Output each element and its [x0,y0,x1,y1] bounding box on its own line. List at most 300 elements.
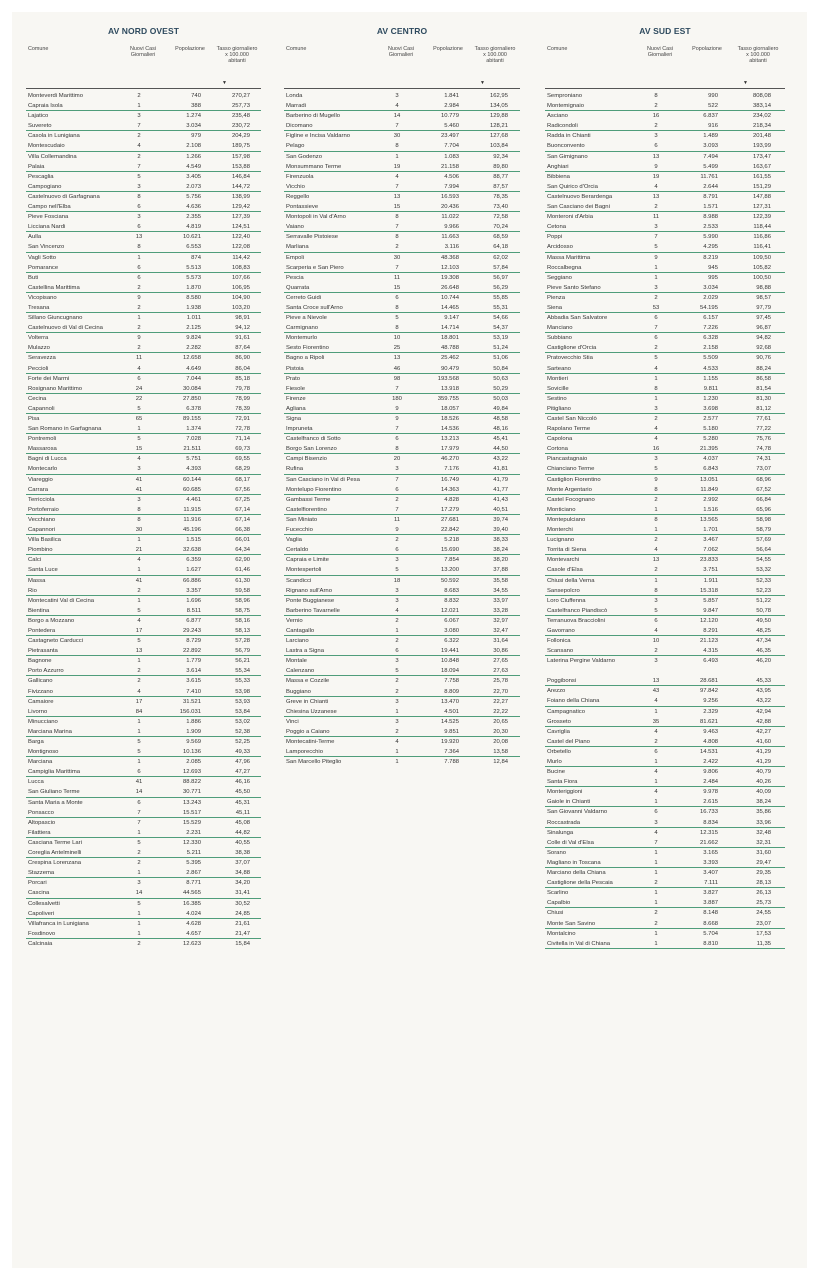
cell-casi: 2 [137,304,141,311]
cell-popolazione: 3.405 [186,173,201,180]
cell-popolazione: 4.657 [186,930,201,937]
cell-casi: 6 [137,204,141,211]
cell-casi: 8 [395,325,399,332]
header-divider [545,88,785,89]
table-row [545,202,785,212]
table-body [545,91,785,949]
cell-popolazione: 3.698 [703,405,718,412]
cell-comune: Barberino di Mugello [286,113,341,120]
cell-tasso: 34,20 [235,880,250,887]
cell-tasso: 106,95 [231,284,250,291]
cell-comune: Vicopisano [28,294,57,301]
cell-tasso: 42,27 [756,728,771,735]
table-row [26,101,261,111]
cell-comune: Gambassi Terme [286,496,331,503]
cell-comune: Capoliveri [28,910,55,917]
table-row [26,899,261,909]
cell-casi: 5 [654,607,658,614]
cell-casi: 5 [395,567,399,574]
table-row [26,505,261,515]
table-row [284,495,520,505]
table-row [26,737,261,747]
cell-tasso: 68,96 [756,476,771,483]
table-row [284,232,520,242]
table-row [284,454,520,464]
cell-casi: 2 [654,496,658,503]
cell-tasso: 24,85 [235,910,250,917]
cell-tasso: 31,64 [493,638,508,645]
cell-tasso: 78,39 [235,405,250,412]
table-row [26,232,261,242]
cell-popolazione: 5.180 [703,426,718,433]
cell-tasso: 104,90 [231,294,250,301]
cell-casi: 17 [135,698,143,705]
cell-casi: 13 [135,234,143,241]
sort-arrow-icon[interactable]: ▼ [743,80,748,86]
cell-casi: 4 [137,143,141,150]
cell-tasso: 56,21 [235,658,250,665]
header-tasso[interactable]: Tasso giornaliero x 100.000 abitanti [216,46,258,64]
table-row [545,676,785,686]
cell-comune: Vernio [286,617,303,624]
cell-tasso: 146,84 [231,173,250,180]
cell-casi: 13 [652,557,660,564]
table-row [26,787,261,797]
cell-tasso: 24,55 [756,910,771,917]
cell-tasso: 69,55 [235,456,250,463]
cell-comune: Orbetello [547,748,571,755]
cell-popolazione: 12.623 [182,940,201,947]
sort-arrow-icon[interactable]: ▼ [480,80,485,86]
table-row [545,797,785,807]
cell-tasso: 55,31 [493,304,508,311]
cell-tasso: 54,66 [493,315,508,322]
table-row [284,182,520,192]
cell-casi: 84 [135,708,143,715]
cell-casi: 2 [395,537,399,544]
cell-tasso: 65,96 [756,506,771,513]
table-row [26,576,261,586]
cell-tasso: 32,47 [493,627,508,634]
table-sheet [12,12,807,1268]
cell-casi: 2 [654,416,658,422]
table-row [26,878,261,888]
cell-tasso: 103,20 [231,304,250,311]
cell-tasso: 47,27 [235,769,250,776]
cell-tasso: 11,35 [756,940,771,947]
cell-comune: Rufina [286,466,304,473]
table-row [26,293,261,303]
cell-comune: Laterina Pergine Valdarno [547,658,616,665]
cell-popolazione: 6.067 [444,617,459,624]
table-row [26,909,261,919]
table-row [545,686,785,696]
cell-popolazione: 2.992 [703,496,718,503]
cell-tasso: 21,61 [235,920,250,927]
cell-casi: 41 [135,779,143,786]
cell-popolazione: 5.218 [444,537,459,544]
table-row [284,525,520,535]
table-row [545,162,785,172]
cell-casi: 2 [654,648,658,655]
table-row [26,818,261,828]
table-row [26,182,261,192]
cell-casi: 8 [137,244,141,251]
header-comune[interactable]: Comune [547,46,568,52]
cell-comune: Pelago [286,143,305,150]
cell-popolazione: 522 [708,103,718,110]
cell-casi: 3 [395,698,399,705]
cell-casi: 7 [395,224,399,231]
header-popolazione[interactable]: Popolazione [692,46,722,52]
table-row [26,495,261,505]
cell-casi: 4 [654,547,658,554]
cell-casi: 2 [137,93,141,99]
cell-popolazione: 2.615 [703,799,718,806]
table-row [26,131,261,141]
table-row [284,475,520,485]
cell-tasso: 28,13 [756,880,771,887]
cell-popolazione: 7.111 [704,880,718,887]
cell-popolazione: 1.886 [186,718,201,725]
cell-comune: Rignano sull'Arno [286,587,332,594]
cell-popolazione: 10.621 [182,234,201,241]
cell-casi: 1 [137,426,141,433]
cell-comune: Subbiano [547,335,572,342]
table-row [26,152,261,162]
header-casi[interactable]: Nuovi Casi Giornalieri [129,46,157,58]
cell-comune: Montevarchi [547,557,580,564]
cell-popolazione: 2.108 [186,143,201,150]
cell-tasso: 235,48 [231,113,250,120]
cell-casi: 4 [137,557,141,564]
table-row [545,141,785,151]
cell-tasso: 43,22 [756,698,771,705]
cell-tasso: 72,58 [493,214,508,221]
cell-comune: Massa Marittima [547,254,591,261]
cell-tasso: 64,18 [493,244,508,251]
cell-comune: Prato [286,375,301,382]
cell-casi: 3 [654,597,658,604]
table-row [545,919,785,929]
cell-tasso: 47,34 [756,638,771,645]
cell-casi: 7 [654,234,658,241]
cell-popolazione: 4.037 [703,456,718,463]
sort-arrow-icon[interactable]: ▼ [222,80,227,86]
header-popolazione[interactable]: Popolazione [175,46,205,52]
table-row [26,394,261,404]
header-casi[interactable]: Nuovi Casi Giornalieri [387,46,415,58]
cell-tasso: 52,33 [756,577,771,584]
cell-comune: Buggiano [286,688,311,695]
cell-comune: Suvereto [28,123,52,130]
table-row [545,807,785,817]
cell-popolazione: 8.729 [186,638,201,645]
cell-comune: Cavriglia [547,728,570,735]
cell-popolazione: 31.521 [182,698,201,705]
cell-popolazione: 2.085 [186,759,201,766]
cell-tasso: 103,84 [489,143,508,150]
cell-comune: Pisa [28,416,40,422]
cell-tasso: 58,79 [756,527,771,534]
cell-comune: Capolona [547,436,573,443]
cell-tasso: 86,58 [756,375,771,382]
cell-tasso: 98,57 [756,294,771,301]
table-row [26,697,261,707]
cell-popolazione: 3.887 [703,900,718,907]
cell-casi: 3 [137,496,141,503]
cell-casi: 2 [137,668,141,675]
table-row [284,576,520,586]
table-row [26,535,261,545]
header-comune[interactable]: Comune [28,46,49,52]
table-row [26,212,261,222]
table-row [26,565,261,575]
cell-popolazione: 6.837 [703,113,718,120]
cell-popolazione: 23.497 [440,133,459,140]
cell-casi: 9 [395,416,399,422]
header-tasso[interactable]: Tasso giornaliero x 100.000 abitanti [474,46,516,64]
cell-casi: 4 [395,739,399,745]
cell-casi: 8 [395,143,399,150]
cell-comune: Marradi [286,103,306,110]
cell-casi: 3 [654,819,658,826]
cell-comune: Villafranca in Lunigiana [28,920,89,927]
cell-popolazione: 1.627 [186,567,201,574]
cell-tasso: 98,91 [235,315,250,322]
cell-casi: 1 [137,718,141,725]
cell-casi: 1 [654,779,658,786]
cell-popolazione: 1.515 [186,537,201,544]
cell-casi: 6 [395,648,399,655]
cell-tasso: 38,24 [493,547,508,554]
cell-casi: 2 [137,678,141,685]
cell-tasso: 124,51 [231,224,250,231]
cell-tasso: 270,27 [231,93,250,99]
cell-popolazione: 8.771 [186,880,201,887]
cell-popolazione: 21.511 [183,446,201,453]
table-row [284,343,520,353]
cell-comune: Montignoso [28,749,59,756]
table-row [284,242,520,252]
cell-popolazione: 7.494 [703,153,718,160]
cell-comune: Sestino [547,395,567,402]
table-row [545,576,785,586]
cell-popolazione: 945 [708,264,718,271]
cell-comune: San Casciano in Val di Pesa [286,476,360,483]
cell-tasso: 37,88 [493,567,508,574]
cell-casi: 1 [137,759,141,766]
table-row [545,848,785,858]
cell-comune: Colle di Val d'Elsa [547,839,594,846]
table-row [284,141,520,151]
cell-tasso: 58,13 [235,627,250,634]
cell-casi: 1 [654,890,658,897]
cell-casi: 1 [137,910,141,917]
cell-popolazione: 16.385 [182,900,201,907]
cell-popolazione: 14.363 [440,486,459,493]
cell-casi: 2 [654,738,658,745]
table-row [545,495,785,505]
cell-tasso: 138,99 [231,193,250,200]
cell-casi: 1 [137,103,141,110]
cell-comune: Capannori [28,527,56,534]
cell-tasso: 66,01 [235,537,250,544]
cell-comune: Scansano [547,648,574,655]
cell-casi: 6 [137,799,141,806]
cell-comune: Villa Basilica [28,537,61,544]
cell-popolazione: 740 [191,93,201,99]
cell-comune: Monterchi [547,527,573,534]
cell-popolazione: 13.213 [440,436,459,443]
cell-comune: Casola in Lunigiana [28,133,80,140]
cell-tasso: 162,95 [489,93,508,99]
cell-tasso: 81,12 [756,405,771,412]
cell-casi: 15 [393,284,401,291]
cell-casi: 5 [395,315,399,322]
cell-comune: Grosseto [547,718,571,725]
cell-tasso: 43,95 [756,688,771,695]
cell-tasso: 32,48 [756,829,771,836]
cell-casi: 1 [654,395,658,402]
cell-comune: Arezzo [547,688,566,695]
table-row [545,253,785,263]
cell-casi: 1 [137,315,141,322]
cell-casi: 7 [395,506,399,513]
cell-popolazione: 30.084 [182,385,201,392]
table-row [284,283,520,293]
cell-comune: Serravalle Pistoiese [286,234,339,241]
cell-tasso: 230,72 [231,123,250,130]
table-row [545,787,785,797]
cell-popolazione: 18.526 [440,416,459,422]
cell-tasso: 56,97 [493,274,508,281]
cell-comune: Ponte Buggianese [286,597,335,604]
cell-tasso: 35,86 [756,809,771,816]
table-row [545,525,785,535]
table-row [284,293,520,303]
cell-popolazione: 46.270 [440,456,459,463]
table-row [545,596,785,606]
table-row [26,464,261,474]
cell-casi: 13 [393,355,401,362]
cell-popolazione: 17.279 [440,506,459,513]
cell-tasso: 77,61 [756,416,771,422]
table-row [545,323,785,333]
header-casi[interactable]: Nuovi Casi Giornalieri [646,46,674,58]
table-row [26,717,261,727]
cell-casi: 1 [654,849,658,856]
table-row [26,192,261,202]
table-row [284,656,520,666]
table-row [545,898,785,908]
cell-tasso: 127,31 [752,204,771,211]
header-tasso[interactable]: Tasso giornaliero x 100.000 abitanti [737,46,779,64]
cell-tasso: 22,27 [493,698,508,705]
cell-tasso: 86,04 [235,365,250,372]
cell-comune: Castelnuovo di Val di Cecina [28,325,103,332]
cell-tasso: 47,96 [235,759,250,766]
cell-popolazione: 1.779 [186,658,201,665]
table-row [284,353,520,363]
cell-popolazione: 995 [708,274,718,281]
cell-comune: Montecarlo [28,466,58,473]
cell-popolazione: 2.533 [703,224,718,231]
cell-comune: Scandicci [286,577,312,584]
cell-popolazione: 6.877 [186,617,201,624]
cell-casi: 11 [393,516,401,523]
table-row [545,464,785,474]
panel-title: AV NORD OVEST [107,26,180,36]
cell-casi: 4 [654,789,658,796]
table-row [26,757,261,767]
cell-popolazione: 7.028 [186,436,201,443]
cell-popolazione: 44.565 [182,890,201,897]
cell-popolazione: 4.549 [186,163,201,170]
cell-popolazione: 2.231 [186,829,201,836]
cell-popolazione: 1.516 [703,506,718,513]
header-popolazione[interactable]: Popolazione [433,46,463,52]
cell-comune: Monteroni d'Arbia [547,214,593,221]
table-row [545,656,785,676]
cell-tasso: 41,77 [493,486,508,493]
cell-tasso: 39,74 [493,516,508,523]
table-row [26,727,261,737]
cell-comune: Montieri [547,375,568,382]
cell-comune: Sinalunga [547,829,574,836]
table-row [26,596,261,606]
cell-tasso: 41,79 [493,476,508,483]
cell-tasso: 39,40 [493,527,508,534]
cell-tasso: 122,08 [231,244,250,251]
cell-comune: Pontremoli [28,436,57,443]
cell-tasso: 45,50 [235,789,250,796]
table-row [26,121,261,131]
cell-casi: 18 [393,577,401,584]
cell-casi: 4 [654,365,658,372]
cell-casi: 41 [135,577,143,584]
cell-comune: Campo nell'Elba [28,204,71,211]
table-row [545,485,785,495]
cell-comune: Reggello [286,193,310,200]
cell-tasso: 55,85 [493,294,508,301]
cell-popolazione: 15.517 [182,809,201,816]
table-row [26,777,261,787]
cell-casi: 1 [654,274,658,281]
table-row [545,515,785,525]
cell-comune: Fiesole [286,385,305,392]
table-row [284,626,520,636]
cell-comune: Borgo a Mozzano [28,617,75,624]
header-comune[interactable]: Comune [286,46,307,52]
table-row [284,313,520,323]
cell-comune: Civitella in Val di Chiana [547,940,611,947]
cell-popolazione: 2.484 [703,779,718,786]
table-row [26,404,261,414]
cell-tasso: 383,14 [752,103,771,110]
table-row [284,111,520,121]
cell-casi: 2 [654,204,658,211]
table-row [284,333,520,343]
cell-comune: Calci [28,557,42,564]
cell-casi: 2 [137,325,141,332]
cell-tasso: 88,77 [493,173,508,180]
table-row [284,666,520,676]
cell-tasso: 122,40 [231,234,250,241]
cell-popolazione: 3.034 [186,123,201,130]
table-row [545,313,785,323]
cell-popolazione: 1.909 [186,728,201,735]
